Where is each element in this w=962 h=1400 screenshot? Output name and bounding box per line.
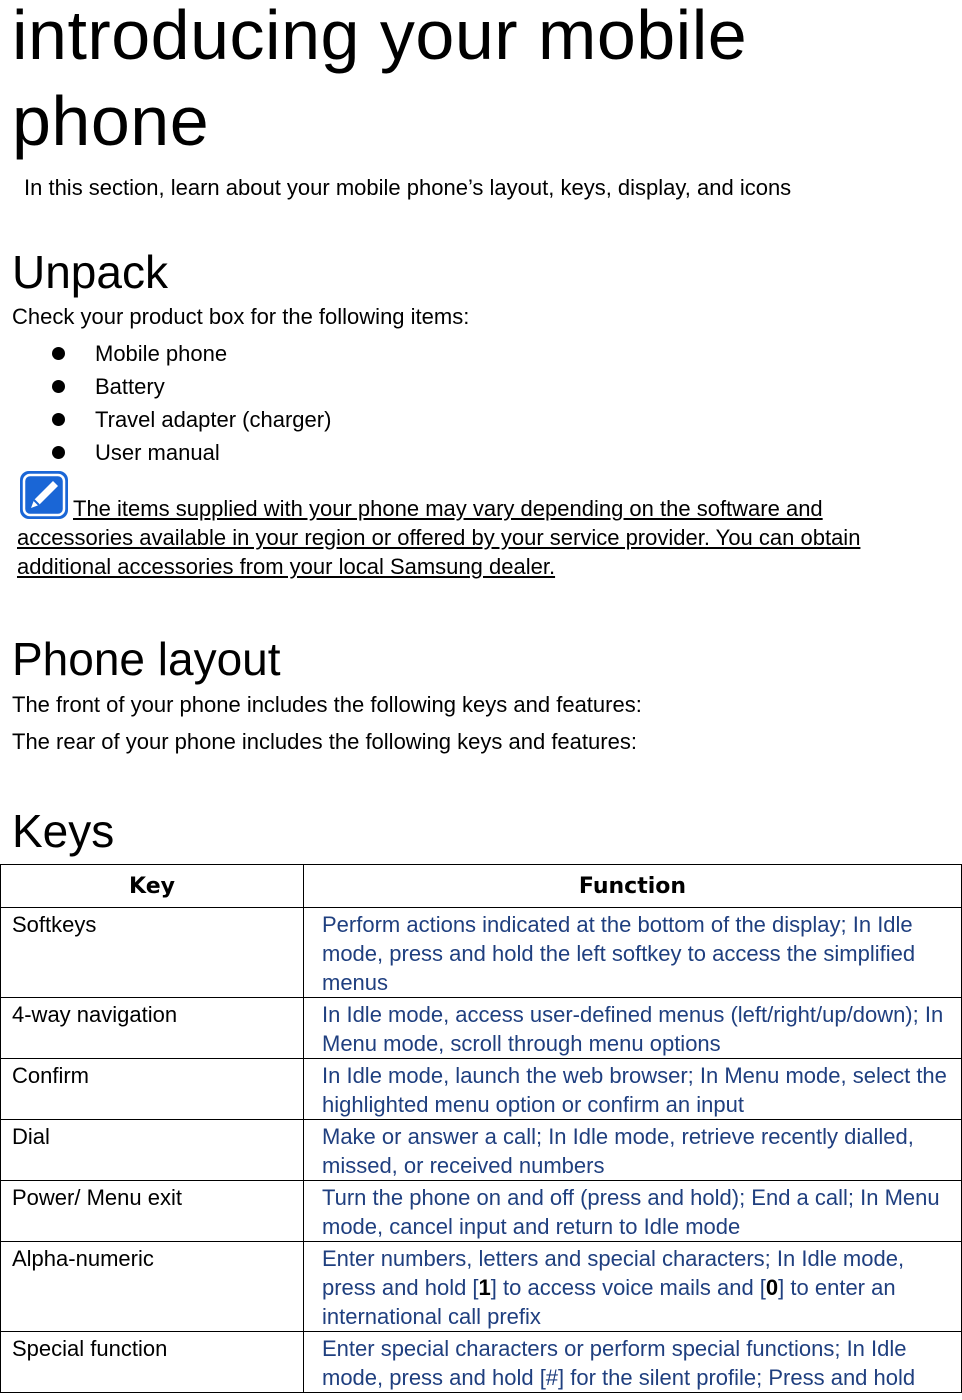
list-item xyxy=(52,436,331,469)
table-row xyxy=(1,1242,962,1332)
list-item-label: User manual xyxy=(95,440,220,465)
list-item-label: Battery xyxy=(95,374,165,399)
note-text: The items supplied with your phone may vary depending on the software and accessories available in your region or offered by your service provider. You can obtain additional accessories from your local Samsung dealer. xyxy=(17,496,861,579)
key-cell: 4-way navigation xyxy=(1,998,304,1059)
bullet-icon xyxy=(52,347,65,360)
function-text: ] to enter an international call prefix xyxy=(322,1275,896,1329)
table-row xyxy=(1,1332,962,1393)
list-item-label: Travel adapter (charger) xyxy=(95,407,332,432)
column-header-function: Function xyxy=(304,865,962,908)
page-title: introducing your mobile phone xyxy=(12,0,748,160)
function-text: ] to access voice mails and [ xyxy=(490,1275,766,1300)
note-block xyxy=(17,468,942,581)
function-cell: Turn the phone on and off (press and hold); End a call; In Menu mode, cancel input and return to Idle mode xyxy=(304,1181,962,1242)
keys-heading: Keys xyxy=(12,805,115,857)
key-label-1: 1 xyxy=(478,1275,491,1300)
key-cell: Power/ Menu exit xyxy=(1,1181,304,1242)
key-cell: Alpha-numeric xyxy=(1,1242,304,1332)
list-item xyxy=(52,403,331,436)
list-item xyxy=(52,370,331,403)
phone-layout-heading: Phone layout xyxy=(12,633,281,685)
unpack-lead: Check your product box for the following items: xyxy=(12,304,470,329)
function-text: Enter numbers, letters and special characters; In Idle mode, press and hold [ xyxy=(322,1246,905,1300)
rear-layout-text: The rear of your phone includes the following keys and features: xyxy=(12,729,637,754)
intro-text: In this section, learn about your mobile phone’s layout, keys, display, and icons xyxy=(24,175,792,200)
bullet-icon xyxy=(52,446,65,459)
function-cell: Make or answer a call; In Idle mode, retrieve recently dialled, missed, or received numbers xyxy=(304,1120,962,1181)
front-layout-text: The front of your phone includes the following keys and features: xyxy=(12,692,642,717)
table-row xyxy=(1,1181,962,1242)
keys-table xyxy=(0,864,962,1393)
bullet-icon xyxy=(52,380,65,393)
key-label-0: 0 xyxy=(765,1275,779,1300)
table-row xyxy=(1,1059,962,1120)
function-cell: In Idle mode, access user-defined menus (left/right/up/down); In Menu mode, scroll through menu options xyxy=(304,998,962,1059)
table-row xyxy=(1,908,962,998)
unpack-heading: Unpack xyxy=(12,246,168,298)
key-cell: Dial xyxy=(1,1120,304,1181)
function-cell: Enter special characters or perform special functions; In Idle mode, press and hold [#] for the silent profile; Press and hold xyxy=(304,1332,962,1393)
column-header-key: Key xyxy=(1,865,304,908)
table-row xyxy=(1,998,962,1059)
unpack-item-list xyxy=(52,337,331,469)
function-cell xyxy=(304,1242,962,1332)
key-cell: Softkeys xyxy=(1,908,304,998)
note-pencil-icon xyxy=(17,468,71,522)
key-cell: Special function xyxy=(1,1332,304,1393)
list-item xyxy=(52,337,331,370)
function-cell: In Idle mode, launch the web browser; In Menu mode, select the highlighted menu option or confirm an input xyxy=(304,1059,962,1120)
table-row xyxy=(1,1120,962,1181)
bullet-icon xyxy=(52,413,65,426)
function-cell: Perform actions indicated at the bottom of the display; In Idle mode, press and hold the left softkey to access the simplified menus xyxy=(304,908,962,998)
list-item-label: Mobile phone xyxy=(95,341,228,366)
table-header-row xyxy=(1,865,962,908)
key-cell: Confirm xyxy=(1,1059,304,1120)
